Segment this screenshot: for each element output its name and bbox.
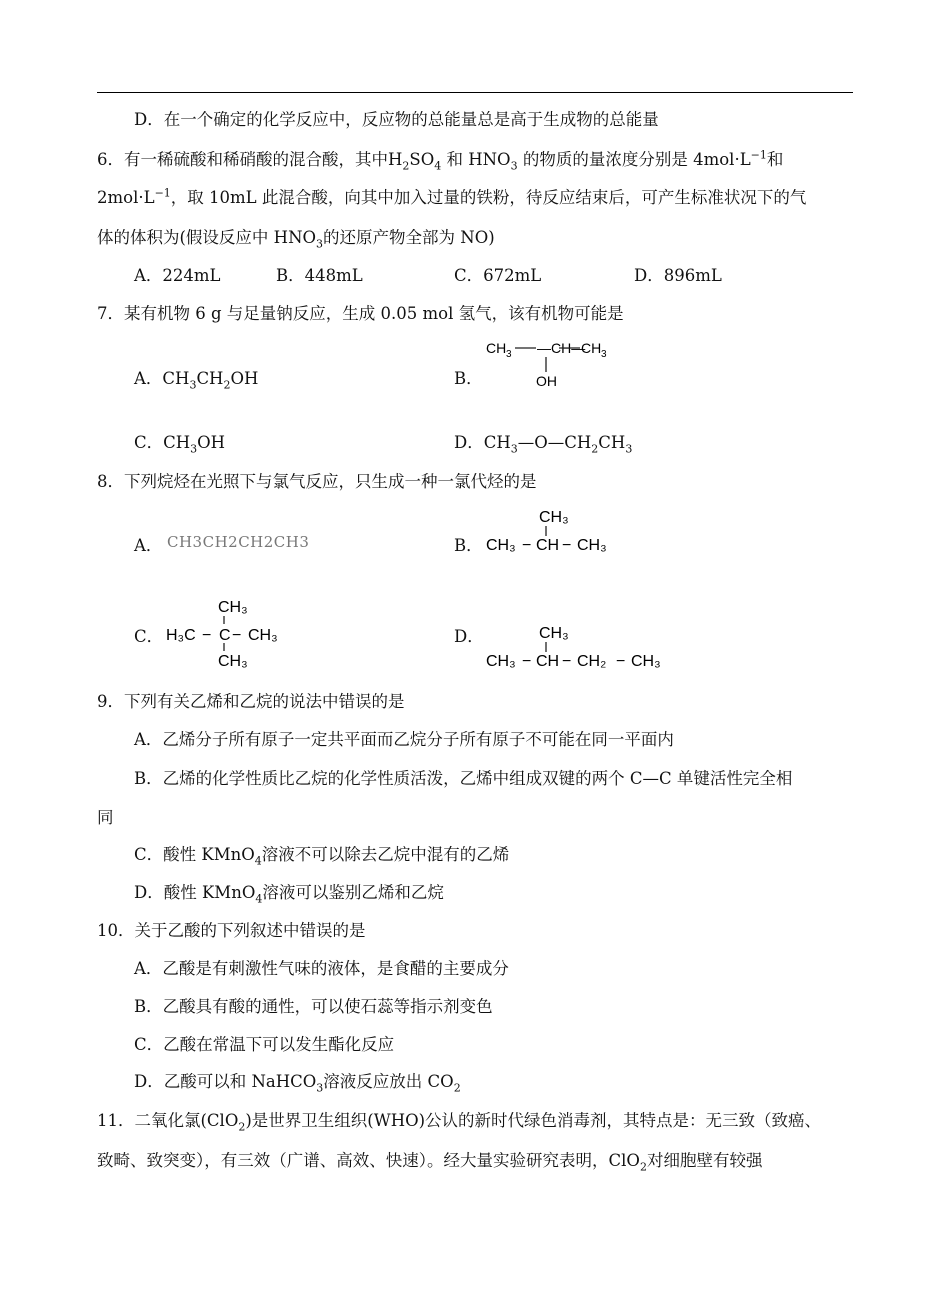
q7-stem: 7．某有机物 6 g 与足量钠反应，生成 0.05 mol 氢气，该有机物可能是 (97, 304, 624, 323)
q7b-ch3-right: CH (581, 340, 602, 356)
q8c-dash-left: − (202, 627, 212, 644)
q7-option-b-label: B． (454, 369, 483, 388)
q8b-ch3-right: CH₃ (577, 537, 607, 554)
q8-option-c-label: C． (134, 627, 164, 646)
q10-option-a: A．乙酸是有刺激性气味的液体，是食醋的主要成分 (134, 959, 509, 978)
q8c-c: C (219, 627, 231, 644)
q10-option-b: B．乙酸具有酸的通性，可以使石蕊等指示剂变色 (134, 997, 493, 1016)
q6-superscript: −1 (154, 186, 171, 200)
q7-option-a: A．$CH_3CH_2OH$ (134, 369, 259, 392)
q7-option-d: D．$CH_3—O—CH_2CH_3$ (454, 433, 633, 456)
header-rule (97, 92, 853, 93)
q8c-ch3-right: CH₃ (248, 627, 278, 644)
q6-option-c: C．672mL (454, 266, 542, 285)
q9-stem: 9．下列有关乙烯和乙烷的说法中错误的是 (97, 692, 405, 711)
q8-option-d-label: D． (454, 627, 484, 646)
q7-option-b-structure (484, 336, 624, 392)
q9-option-b-line1: B．乙烯的化学性质比乙烷的化学性质活泼，乙烯中组成双键的两个 C—C 单键活性完全相 (134, 769, 793, 788)
q8b-ch3-top: CH₃ (539, 509, 569, 526)
q7b-ch: —CH— (537, 340, 586, 356)
q6-subscript: 3 (316, 237, 324, 251)
q10-stem: 10．关于乙酸的下列叙述中错误的是 (97, 921, 366, 940)
q9-option-c: C．酸性 KMnO$_4$溶液不可以除去乙烷中混有的乙烯 (134, 845, 510, 868)
q8-option-b-structure (484, 504, 624, 556)
q10-option-c: C．乙酸在常温下可以发生酯化反应 (134, 1035, 395, 1054)
q8-option-a-structure: CH3CH2CH2CH3 (167, 533, 310, 551)
q8d-dash-1: − (522, 653, 532, 670)
q6-option-d: D．896mL (634, 266, 722, 285)
q8d-ch: CH (536, 653, 560, 670)
q8b-ch: CH (536, 537, 560, 554)
q7-option-c: C．$CH_3OH$ (134, 433, 226, 456)
q8-option-c-structure (164, 594, 304, 670)
q9-option-b-line2: 同 (97, 808, 114, 827)
q6-stem-line1: 6．有一稀硫酸和稀硝酸的混合酸，其中$H_2SO_4$ 和 $HNO_3$ 的物质的量浓度分别是 $4mol\cdot L^{-1}$和 (97, 148, 784, 173)
q6-stem-line2: $2mol\cdot L^{-1}$，取 10mL 此混合酸，向其中加入过量的铁粉，待反应结束后，可产生标准状况下的气 (97, 186, 807, 207)
q9-option-a: A．乙烯分子所有原子一定共平面而乙烷分子所有原子不可能在同一平面内 (134, 730, 674, 749)
q8c-dash-right: − (232, 627, 242, 644)
q8d-ch3-left: CH₃ (486, 653, 516, 670)
q10-option-d: D．乙酸可以和 NaHCO$_3$溶液反应放出 $CO_2$ (134, 1072, 461, 1095)
q8-option-a-label: A． (134, 536, 163, 555)
q5-option-d: D．在一个确定的化学反应中，反应物的总能量总是高于生成物的总能量 (134, 110, 659, 129)
q8b-dash-left: − (522, 537, 532, 554)
q8-option-b-label: B． (454, 536, 483, 555)
q6-option-b: B．448mL (276, 266, 363, 285)
q8c-h3c: H₃C (166, 627, 196, 644)
q8d-dash-3: − (616, 653, 626, 670)
q8d-ch2: CH₂ (577, 653, 607, 670)
q8b-ch3-left: CH₃ (486, 537, 516, 554)
q8d-dash-2: − (562, 653, 572, 670)
q8d-ch3-top: CH₃ (539, 625, 569, 642)
q7b-sub-left: 3 (506, 349, 512, 360)
q8-option-d-structure (484, 620, 684, 672)
q8b-dash-right: − (562, 537, 572, 554)
q6-stem-line3: 体的体积为(假设反应中 $HNO_3$的还原产物全部为 NO) (97, 228, 495, 251)
q11-stem-line1: 11．二氧化氯(ClO$_2$)是世界卫生组织(WHO)公认的新时代绿色消毒剂，其特点是：无三致（致癌、 (97, 1111, 822, 1134)
q8c-ch3-bottom: CH₃ (218, 653, 248, 670)
q8d-ch3-right: CH₃ (631, 653, 661, 670)
q8-stem: 8．下列烷烃在光照下与氯气反应，只生成一种一氯代烃的是 (97, 472, 537, 491)
q6-option-a: A．224mL (134, 266, 221, 285)
q7b-ch3-left: CH (486, 340, 507, 356)
q8c-ch3-top: CH₃ (218, 599, 248, 616)
q7b-sub-right: 3 (601, 349, 607, 360)
q11-stem-line2: 致畸、致突变），有三效（广谱、高效、快速）。经大量实验研究表明，ClO$_2$对细胞壁有较强 (97, 1151, 763, 1174)
q7b-oh: OH (536, 373, 557, 389)
q9-option-d: D．酸性 KMnO$_4$溶液可以鉴别乙烯和乙烷 (134, 883, 444, 906)
